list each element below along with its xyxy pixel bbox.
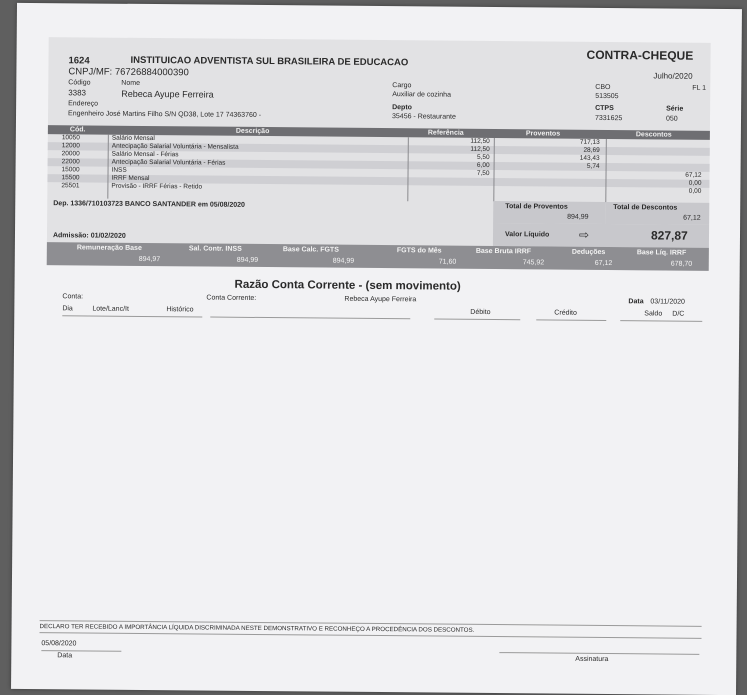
base-label: Sal. Contr. INSS xyxy=(188,245,242,253)
base-label: Deduções xyxy=(571,248,606,256)
razao-data-value: 03/11/2020 xyxy=(650,298,685,306)
admission-date: Admissão: 01/02/2020 xyxy=(52,232,126,240)
razao-name: Rebeca Ayupe Ferreira xyxy=(344,295,417,304)
cell-ref: 6,00 xyxy=(476,161,490,169)
base-value: 678,70 xyxy=(670,260,693,268)
net-value-box xyxy=(493,223,709,248)
cbo-value: 513505 xyxy=(595,92,619,101)
base-label: Base Calc. FGTS xyxy=(282,246,339,254)
total-proventos-value: 894,99 xyxy=(567,213,589,221)
sign-date: 05/08/2020 xyxy=(41,640,77,648)
razao-col-header: Saldo xyxy=(644,310,663,318)
bank-info: Dep. 1336/710103723 BANCO SANTANDER em 05/08/2020 xyxy=(53,200,245,209)
declaration-text: DECLARO TER RECEBIDO A IMPORTÂNCIA LÍQUIDA DISCRIMINADA NESTE DEMONSTRATIVO E RECONHEÇO A PROCEDÊNCIA DOS DESCONTOS. xyxy=(39,623,475,634)
cell-ref: 5,50 xyxy=(476,153,490,161)
sheet-number: FL 1 xyxy=(692,84,707,92)
cell-desc: Salário Mensal - Férias xyxy=(111,150,179,159)
razao-data-label: Data xyxy=(628,298,644,306)
base-value: 894,99 xyxy=(332,257,355,265)
divider xyxy=(434,319,520,321)
net-value-label: Valor Líquido xyxy=(504,231,550,239)
razao-col-header: D/C xyxy=(672,310,685,318)
divider xyxy=(62,315,202,317)
address-label: Endereço xyxy=(68,100,99,108)
cell-desc: Provisão - IRRF Férias - Retido xyxy=(111,182,203,191)
signature-line xyxy=(499,652,699,655)
serie-label: Série xyxy=(666,105,684,113)
cell-desc-val: 0,00 xyxy=(688,179,702,187)
doc-title: CONTRA-CHEQUE xyxy=(586,47,694,63)
employee-code-label: Código xyxy=(68,79,91,87)
cell-desc: INSS xyxy=(111,166,127,174)
divider xyxy=(620,320,702,322)
razao-col-header: Débito xyxy=(470,308,491,316)
razao-conta-label: Conta: xyxy=(62,293,84,301)
cell-code: 12000 xyxy=(61,142,80,150)
cell-ref: 7,50 xyxy=(476,169,490,177)
base-value: 71,60 xyxy=(438,258,457,266)
cell-ref: 112,50 xyxy=(470,137,490,145)
cell-code: 15500 xyxy=(61,174,80,182)
cell-desc: Salário Mensal xyxy=(111,134,155,143)
dept-value: 35456 - Restaurante xyxy=(391,113,456,121)
cell-desc: IRRF Mensal xyxy=(111,174,150,183)
cell-prov: 717,13 xyxy=(579,138,600,146)
ctps-label: CTPS xyxy=(595,104,614,113)
cell-prov: 28,69 xyxy=(583,146,600,154)
arrow-right-icon: ⇨ xyxy=(578,227,590,242)
col-ref-header: Referência xyxy=(427,129,464,137)
employee-name-label: Nome xyxy=(121,79,141,87)
base-label: Remuneração Base xyxy=(76,244,142,252)
sign-date-label: Data xyxy=(57,652,73,660)
base-value: 894,99 xyxy=(236,256,259,264)
col-desc-val-header: Descontos xyxy=(635,131,672,139)
total-proventos-label: Total de Proventos xyxy=(505,203,568,211)
divider xyxy=(210,317,410,320)
base-value: 745,92 xyxy=(522,259,545,267)
address-value: Engenheiro José Martins Filho S/N QD38, Lote 17 74363760 - xyxy=(68,110,262,119)
net-value: 827,87 xyxy=(650,228,688,243)
company-code: 1624 xyxy=(68,55,90,67)
cell-code: 15000 xyxy=(61,166,80,174)
ctps-value: 7331625 xyxy=(594,114,623,123)
divider xyxy=(536,319,606,321)
cbo-label: CBO xyxy=(595,83,611,92)
base-label: Base Bruta IRRF xyxy=(475,247,532,256)
col-prov-header: Proventos xyxy=(525,130,561,138)
razao-col-header: Histórico xyxy=(166,306,194,314)
total-descontos-label: Total de Descontos xyxy=(613,204,678,212)
col-code-header: Cód. xyxy=(69,126,86,134)
razao-title: Razão Conta Corrente - (sem movimento) xyxy=(234,278,461,293)
base-label: Base Líq. IRRF xyxy=(636,249,687,257)
base-value: 67,12 xyxy=(594,259,613,268)
cell-desc-val: 67,12 xyxy=(685,171,702,179)
total-descontos-box xyxy=(605,202,709,225)
dept-label: Depto xyxy=(392,104,412,112)
razao-col-header: Lote/Lanc/It xyxy=(92,305,129,313)
cell-ref: 112,50 xyxy=(470,145,490,153)
cell-desc-val: 0,00 xyxy=(688,187,702,195)
role-value: Auxiliar de cozinha xyxy=(392,91,452,99)
calc-bases-bar xyxy=(47,242,709,271)
serie-value: 050 xyxy=(665,115,678,123)
cell-code: 22000 xyxy=(61,158,80,166)
razao-col-header: Crédito xyxy=(554,309,577,317)
base-value: 894,97 xyxy=(138,255,161,264)
date-line xyxy=(41,650,121,652)
cell-desc: Antecipação Salarial Voluntária - Mensalista xyxy=(111,142,239,151)
company-name: INSTITUICAO ADVENTISTA SUL BRASILEIRA DE EDUCACAO xyxy=(130,54,409,69)
cell-desc: Antecipação Salarial Voluntária - Férias xyxy=(111,158,226,167)
company-cnpj: CNPJ/MF: 76726884000390 xyxy=(68,66,189,79)
cell-code: 10050 xyxy=(61,134,80,142)
paystub-sheet xyxy=(11,3,742,695)
signature-label: Assinatura xyxy=(575,655,609,664)
declaration-rule xyxy=(40,632,702,639)
razao-col-header: Dia xyxy=(62,305,73,313)
base-label: FGTS do Mês xyxy=(396,247,442,255)
razao-conta-corrente-label: Conta Corrente: xyxy=(206,294,257,302)
cell-code: 20000 xyxy=(61,150,80,158)
employee-name: Rebeca Ayupe Ferreira xyxy=(121,88,214,100)
total-proventos-box xyxy=(493,201,605,224)
paystub-header xyxy=(47,37,711,271)
period: Julho/2020 xyxy=(653,71,693,81)
employee-code: 3383 xyxy=(68,88,87,98)
role-label: Cargo xyxy=(392,82,412,90)
cell-prov: 5,74 xyxy=(586,162,600,170)
total-descontos-value: 67,12 xyxy=(683,214,701,222)
cell-code: 25501 xyxy=(61,182,80,190)
col-desc-header: Descrição xyxy=(235,127,270,136)
cell-prov: 143,43 xyxy=(579,154,600,162)
